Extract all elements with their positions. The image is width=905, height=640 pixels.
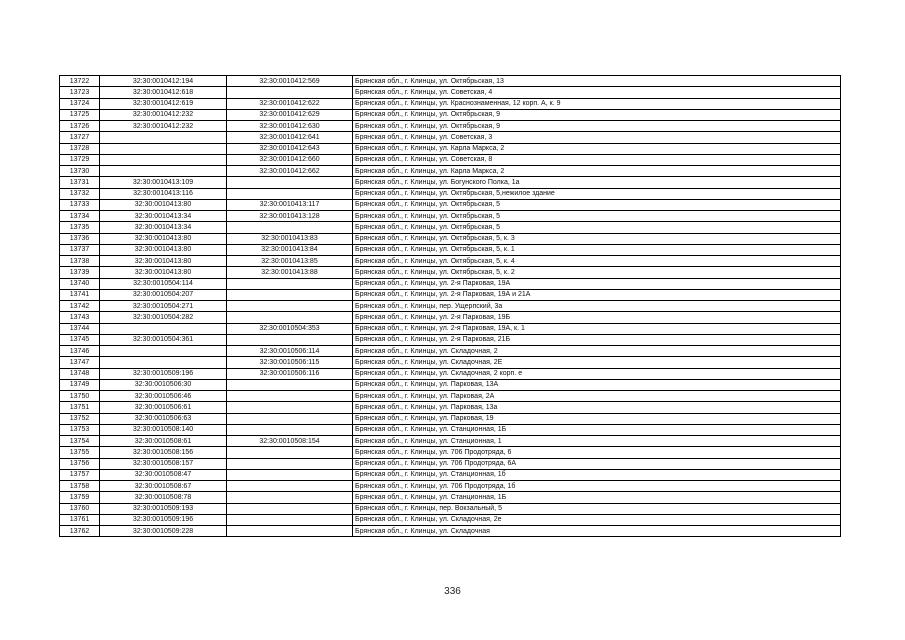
table-row <box>60 188 841 199</box>
address-cell: Брянская обл., г. Клинцы, ул. Складочная <box>353 526 841 537</box>
record-number-cell: 13747 <box>60 357 100 368</box>
linked-cadastral-number-cell <box>227 424 353 435</box>
record-number-cell: 13722 <box>60 76 100 87</box>
table-row <box>60 368 841 379</box>
address-cell: Брянская обл., г. Клинцы, ул. 2-я Парковая, 19А <box>353 278 841 289</box>
table-row <box>60 469 841 480</box>
record-number-cell: 13758 <box>60 481 100 492</box>
table-row <box>60 222 841 233</box>
cadastral-number-cell: 32:30:0010412:194 <box>100 76 227 87</box>
record-number-cell: 13738 <box>60 256 100 267</box>
record-number-cell: 13730 <box>60 166 100 177</box>
address-cell: Брянская обл., г. Клинцы, ул. Складочная, 2 <box>353 346 841 357</box>
cadastral-number-cell: 32:30:0010413:80 <box>100 256 227 267</box>
linked-cadastral-number-cell: 32:30:0010413:117 <box>227 199 353 210</box>
table-row <box>60 211 841 222</box>
table-row <box>60 76 841 87</box>
table-row <box>60 402 841 413</box>
record-number-cell: 13761 <box>60 514 100 525</box>
table-row <box>60 503 841 514</box>
table-row <box>60 346 841 357</box>
address-cell: Брянская обл., г. Клинцы, ул. Октябрьская, 5, к. 4 <box>353 256 841 267</box>
address-cell: Брянская обл., г. Клинцы, ул. Советская, 8 <box>353 154 841 165</box>
linked-cadastral-number-cell <box>227 413 353 424</box>
linked-cadastral-number-cell <box>227 391 353 402</box>
cadastral-number-cell: 32:30:0010508:140 <box>100 424 227 435</box>
address-cell: Брянская обл., г. Клинцы, ул. 2-я Парковая, 19А и 21А <box>353 289 841 300</box>
table-row <box>60 143 841 154</box>
record-number-cell: 13726 <box>60 121 100 132</box>
cadastral-number-cell: 32:30:0010412:232 <box>100 121 227 132</box>
table-row <box>60 391 841 402</box>
linked-cadastral-number-cell <box>227 222 353 233</box>
cadastral-number-cell: 32:30:0010413:80 <box>100 199 227 210</box>
linked-cadastral-number-cell: 32:30:0010413:128 <box>227 211 353 222</box>
cadastral-number-cell: 32:30:0010413:80 <box>100 244 227 255</box>
linked-cadastral-number-cell <box>227 289 353 300</box>
address-cell: Брянская обл., г. Клинцы, ул. 2-я Парковая, 19А, к. 1 <box>353 323 841 334</box>
linked-cadastral-number-cell: 32:30:0010506:116 <box>227 368 353 379</box>
cadastral-number-cell: 32:30:0010509:196 <box>100 514 227 525</box>
table-row <box>60 98 841 109</box>
cadastral-number-cell: 32:30:0010413:116 <box>100 188 227 199</box>
cadastral-number-cell: 32:30:0010413:80 <box>100 233 227 244</box>
record-number-cell: 13735 <box>60 222 100 233</box>
linked-cadastral-number-cell <box>227 334 353 345</box>
address-cell: Брянская обл., г. Клинцы, ул. Станционная, 1Б <box>353 492 841 503</box>
linked-cadastral-number-cell <box>227 402 353 413</box>
record-number-cell: 13734 <box>60 211 100 222</box>
address-cell: Брянская обл., г. Клинцы, ул. Советская, 4 <box>353 87 841 98</box>
record-number-cell: 13733 <box>60 199 100 210</box>
address-cell: Брянская обл., г. Клинцы, ул. Станционная, 1б <box>353 469 841 480</box>
address-cell: Брянская обл., г. Клинцы, ул. Октябрьская, 5,нежилое здание <box>353 188 841 199</box>
linked-cadastral-number-cell: 32:30:0010412:641 <box>227 132 353 143</box>
record-number-cell: 13725 <box>60 109 100 120</box>
table-row <box>60 278 841 289</box>
record-number-cell: 13752 <box>60 413 100 424</box>
record-number-cell: 13724 <box>60 98 100 109</box>
linked-cadastral-number-cell: 32:30:0010412:660 <box>227 154 353 165</box>
address-cell: Брянская обл., г. Клинцы, ул. Октябрьская, 5 <box>353 222 841 233</box>
address-cell: Брянская обл., г. Клинцы, ул. 2-я Парковая, 21Б <box>353 334 841 345</box>
address-cell: Брянская обл., г. Клинцы, ул. Краснознаменная, 12 корп. А, к. 9 <box>353 98 841 109</box>
table-row <box>60 481 841 492</box>
address-cell: Брянская обл., г. Клинцы, ул. 2-я Парковая, 19Б <box>353 312 841 323</box>
address-cell: Брянская обл., г. Клинцы, ул. 706 Продотряда, 6А <box>353 458 841 469</box>
table-row <box>60 109 841 120</box>
address-cell: Брянская обл., г. Клинцы, ул. Парковая, 13а <box>353 402 841 413</box>
record-number-cell: 13759 <box>60 492 100 503</box>
table-row <box>60 334 841 345</box>
address-cell: Брянская обл., г. Клинцы, ул. 706 Продотряда, 6 <box>353 447 841 458</box>
cadastral-number-cell: 32:30:0010504:282 <box>100 312 227 323</box>
table-row <box>60 301 841 312</box>
linked-cadastral-number-cell <box>227 177 353 188</box>
record-number-cell: 13729 <box>60 154 100 165</box>
cadastral-number-cell: 32:30:0010504:361 <box>100 334 227 345</box>
linked-cadastral-number-cell: 32:30:0010412:622 <box>227 98 353 109</box>
address-cell: Брянская обл., г. Клинцы, пер. Вокзальный, 5 <box>353 503 841 514</box>
cadastral-number-cell: 32:30:0010506:30 <box>100 379 227 390</box>
address-cell: Брянская обл., г. Клинцы, ул. Октябрьская, 9 <box>353 121 841 132</box>
cadastral-number-cell <box>100 346 227 357</box>
table-row <box>60 323 841 334</box>
address-cell: Брянская обл., г. Клинцы, ул. Октябрьская, 9 <box>353 109 841 120</box>
table-row <box>60 132 841 143</box>
address-cell: Брянская обл., г. Клинцы, ул. Октябрьская, 5, к. 3 <box>353 233 841 244</box>
record-number-cell: 13737 <box>60 244 100 255</box>
linked-cadastral-number-cell: 32:30:0010412:662 <box>227 166 353 177</box>
cadastral-number-cell: 32:30:0010508:61 <box>100 436 227 447</box>
cadastral-number-cell: 32:30:0010413:80 <box>100 267 227 278</box>
cadastral-number-cell: 32:30:0010509:196 <box>100 368 227 379</box>
table-row <box>60 357 841 368</box>
table-row <box>60 458 841 469</box>
linked-cadastral-number-cell: 32:30:0010413:88 <box>227 267 353 278</box>
cadastral-number-cell: 32:30:0010508:156 <box>100 447 227 458</box>
address-cell: Брянская обл., г. Клинцы, ул. Складочная, 2Е <box>353 357 841 368</box>
address-cell: Брянская обл., г. Клинцы, ул. Станционная, 1Б <box>353 424 841 435</box>
table-row <box>60 526 841 537</box>
linked-cadastral-number-cell <box>227 301 353 312</box>
record-number-cell: 13760 <box>60 503 100 514</box>
linked-cadastral-number-cell: 32:30:0010506:114 <box>227 346 353 357</box>
address-cell: Брянская обл., г. Клинцы, ул. Октябрьская, 5 <box>353 199 841 210</box>
linked-cadastral-number-cell <box>227 481 353 492</box>
table-row <box>60 514 841 525</box>
table-row <box>60 233 841 244</box>
table-row <box>60 424 841 435</box>
cadastral-number-cell: 32:30:0010509:228 <box>100 526 227 537</box>
linked-cadastral-number-cell <box>227 278 353 289</box>
table-row <box>60 121 841 132</box>
address-cell: Брянская обл., г. Клинцы, ул. Карла Маркса, 2 <box>353 143 841 154</box>
table-row <box>60 166 841 177</box>
record-number-cell: 13753 <box>60 424 100 435</box>
linked-cadastral-number-cell: 32:30:0010412:630 <box>227 121 353 132</box>
cadastral-number-cell: 32:30:0010412:232 <box>100 109 227 120</box>
address-cell: Брянская обл., г. Клинцы, ул. Советская, 3 <box>353 132 841 143</box>
record-number-cell: 13731 <box>60 177 100 188</box>
cadastral-number-cell: 32:30:0010508:157 <box>100 458 227 469</box>
linked-cadastral-number-cell: 32:30:0010412:643 <box>227 143 353 154</box>
record-number-cell: 13739 <box>60 267 100 278</box>
linked-cadastral-number-cell <box>227 492 353 503</box>
record-number-cell: 13762 <box>60 526 100 537</box>
linked-cadastral-number-cell <box>227 447 353 458</box>
record-number-cell: 13744 <box>60 323 100 334</box>
linked-cadastral-number-cell <box>227 458 353 469</box>
table-row <box>60 447 841 458</box>
record-number-cell: 13749 <box>60 379 100 390</box>
linked-cadastral-number-cell: 32:30:0010413:84 <box>227 244 353 255</box>
record-number-cell: 13751 <box>60 402 100 413</box>
address-cell: Брянская обл., г. Клинцы, ул. Октябрьская, 5, к. 2 <box>353 267 841 278</box>
cadastral-number-cell: 32:30:0010508:67 <box>100 481 227 492</box>
record-number-cell: 13756 <box>60 458 100 469</box>
table-row <box>60 379 841 390</box>
linked-cadastral-number-cell: 32:30:0010504:353 <box>227 323 353 334</box>
linked-cadastral-number-cell: 32:30:0010508:154 <box>227 436 353 447</box>
page-number: 336 <box>444 586 461 597</box>
cadastral-number-cell: 32:30:0010504:271 <box>100 301 227 312</box>
cadastral-number-cell <box>100 323 227 334</box>
record-number-cell: 13748 <box>60 368 100 379</box>
address-cell: Брянская обл., г. Клинцы, ул. Богунского Полка, 1а <box>353 177 841 188</box>
address-cell: Брянская обл., г. Клинцы, ул. 706 Продотряда, 1б <box>353 481 841 492</box>
linked-cadastral-number-cell <box>227 188 353 199</box>
linked-cadastral-number-cell: 32:30:0010412:629 <box>227 109 353 120</box>
table-row <box>60 492 841 503</box>
table-row <box>60 312 841 323</box>
table-row <box>60 177 841 188</box>
cadastral-number-cell: 32:30:0010413:34 <box>100 211 227 222</box>
table-row <box>60 87 841 98</box>
linked-cadastral-number-cell <box>227 469 353 480</box>
linked-cadastral-number-cell <box>227 514 353 525</box>
table-row <box>60 154 841 165</box>
address-cell: Брянская обл., г. Клинцы, ул. Станционная, 1 <box>353 436 841 447</box>
cadastral-number-cell: 32:30:0010506:46 <box>100 391 227 402</box>
table-row <box>60 244 841 255</box>
cadastral-number-cell: 32:30:0010508:47 <box>100 469 227 480</box>
cadastral-number-cell: 32:30:0010504:207 <box>100 289 227 300</box>
cadastral-number-cell <box>100 357 227 368</box>
cadastral-number-cell: 32:30:0010413:109 <box>100 177 227 188</box>
cadastral-number-cell: 32:30:0010509:193 <box>100 503 227 514</box>
linked-cadastral-number-cell: 32:30:0010413:83 <box>227 233 353 244</box>
address-cell: Брянская обл., г. Клинцы, ул. Складочная, 2 корп. е <box>353 368 841 379</box>
linked-cadastral-number-cell: 32:30:0010413:85 <box>227 256 353 267</box>
cadastral-number-cell: 32:30:0010508:78 <box>100 492 227 503</box>
table-row <box>60 289 841 300</box>
record-number-cell: 13750 <box>60 391 100 402</box>
address-cell: Брянская обл., г. Клинцы, ул. Парковая, 2А <box>353 391 841 402</box>
record-number-cell: 13742 <box>60 301 100 312</box>
address-cell: Брянская обл., г. Клинцы, ул. Октябрьская, 13 <box>353 76 841 87</box>
table-row <box>60 267 841 278</box>
cadastral-number-cell: 32:30:0010506:61 <box>100 402 227 413</box>
address-cell: Брянская обл., г. Клинцы, ул. Парковая, 13А <box>353 379 841 390</box>
record-number-cell: 13736 <box>60 233 100 244</box>
record-number-cell: 13732 <box>60 188 100 199</box>
record-number-cell: 13745 <box>60 334 100 345</box>
table-row <box>60 436 841 447</box>
record-number-cell: 13723 <box>60 87 100 98</box>
address-cell: Брянская обл., г. Клинцы, ул. Парковая, 19 <box>353 413 841 424</box>
record-number-cell: 13754 <box>60 436 100 447</box>
address-cell: Брянская обл., г. Клинцы, ул. Складочная, 2е <box>353 514 841 525</box>
record-number-cell: 13727 <box>60 132 100 143</box>
table-row <box>60 256 841 267</box>
linked-cadastral-number-cell: 32:30:0010506:115 <box>227 357 353 368</box>
linked-cadastral-number-cell <box>227 312 353 323</box>
cadastral-number-cell: 32:30:0010412:619 <box>100 98 227 109</box>
record-number-cell: 13746 <box>60 346 100 357</box>
address-cell: Брянская обл., г. Клинцы, пер. Ущерпский, 3а <box>353 301 841 312</box>
linked-cadastral-number-cell <box>227 87 353 98</box>
cadastral-number-cell: 32:30:0010504:114 <box>100 278 227 289</box>
cadastral-number-cell: 32:30:0010412:618 <box>100 87 227 98</box>
linked-cadastral-number-cell <box>227 526 353 537</box>
cadastral-number-cell <box>100 143 227 154</box>
cadastral-number-cell <box>100 132 227 143</box>
address-cell: Брянская обл., г. Клинцы, ул. Карла Маркса, 2 <box>353 166 841 177</box>
record-number-cell: 13741 <box>60 289 100 300</box>
record-number-cell: 13757 <box>60 469 100 480</box>
cadastral-number-cell: 32:30:0010506:63 <box>100 413 227 424</box>
address-cell: Брянская обл., г. Клинцы, ул. Октябрьская, 5, к. 1 <box>353 244 841 255</box>
record-number-cell: 13740 <box>60 278 100 289</box>
table-row <box>60 199 841 210</box>
address-cell: Брянская обл., г. Клинцы, ул. Октябрьская, 5 <box>353 211 841 222</box>
cadastral-number-cell <box>100 166 227 177</box>
record-number-cell: 13755 <box>60 447 100 458</box>
registry-table <box>59 75 841 537</box>
linked-cadastral-number-cell <box>227 503 353 514</box>
table-row <box>60 413 841 424</box>
linked-cadastral-number-cell: 32:30:0010412:569 <box>227 76 353 87</box>
record-number-cell: 13743 <box>60 312 100 323</box>
cadastral-number-cell: 32:30:0010413:34 <box>100 222 227 233</box>
cadastral-number-cell <box>100 154 227 165</box>
record-number-cell: 13728 <box>60 143 100 154</box>
registry-table-body <box>60 76 841 537</box>
linked-cadastral-number-cell <box>227 379 353 390</box>
